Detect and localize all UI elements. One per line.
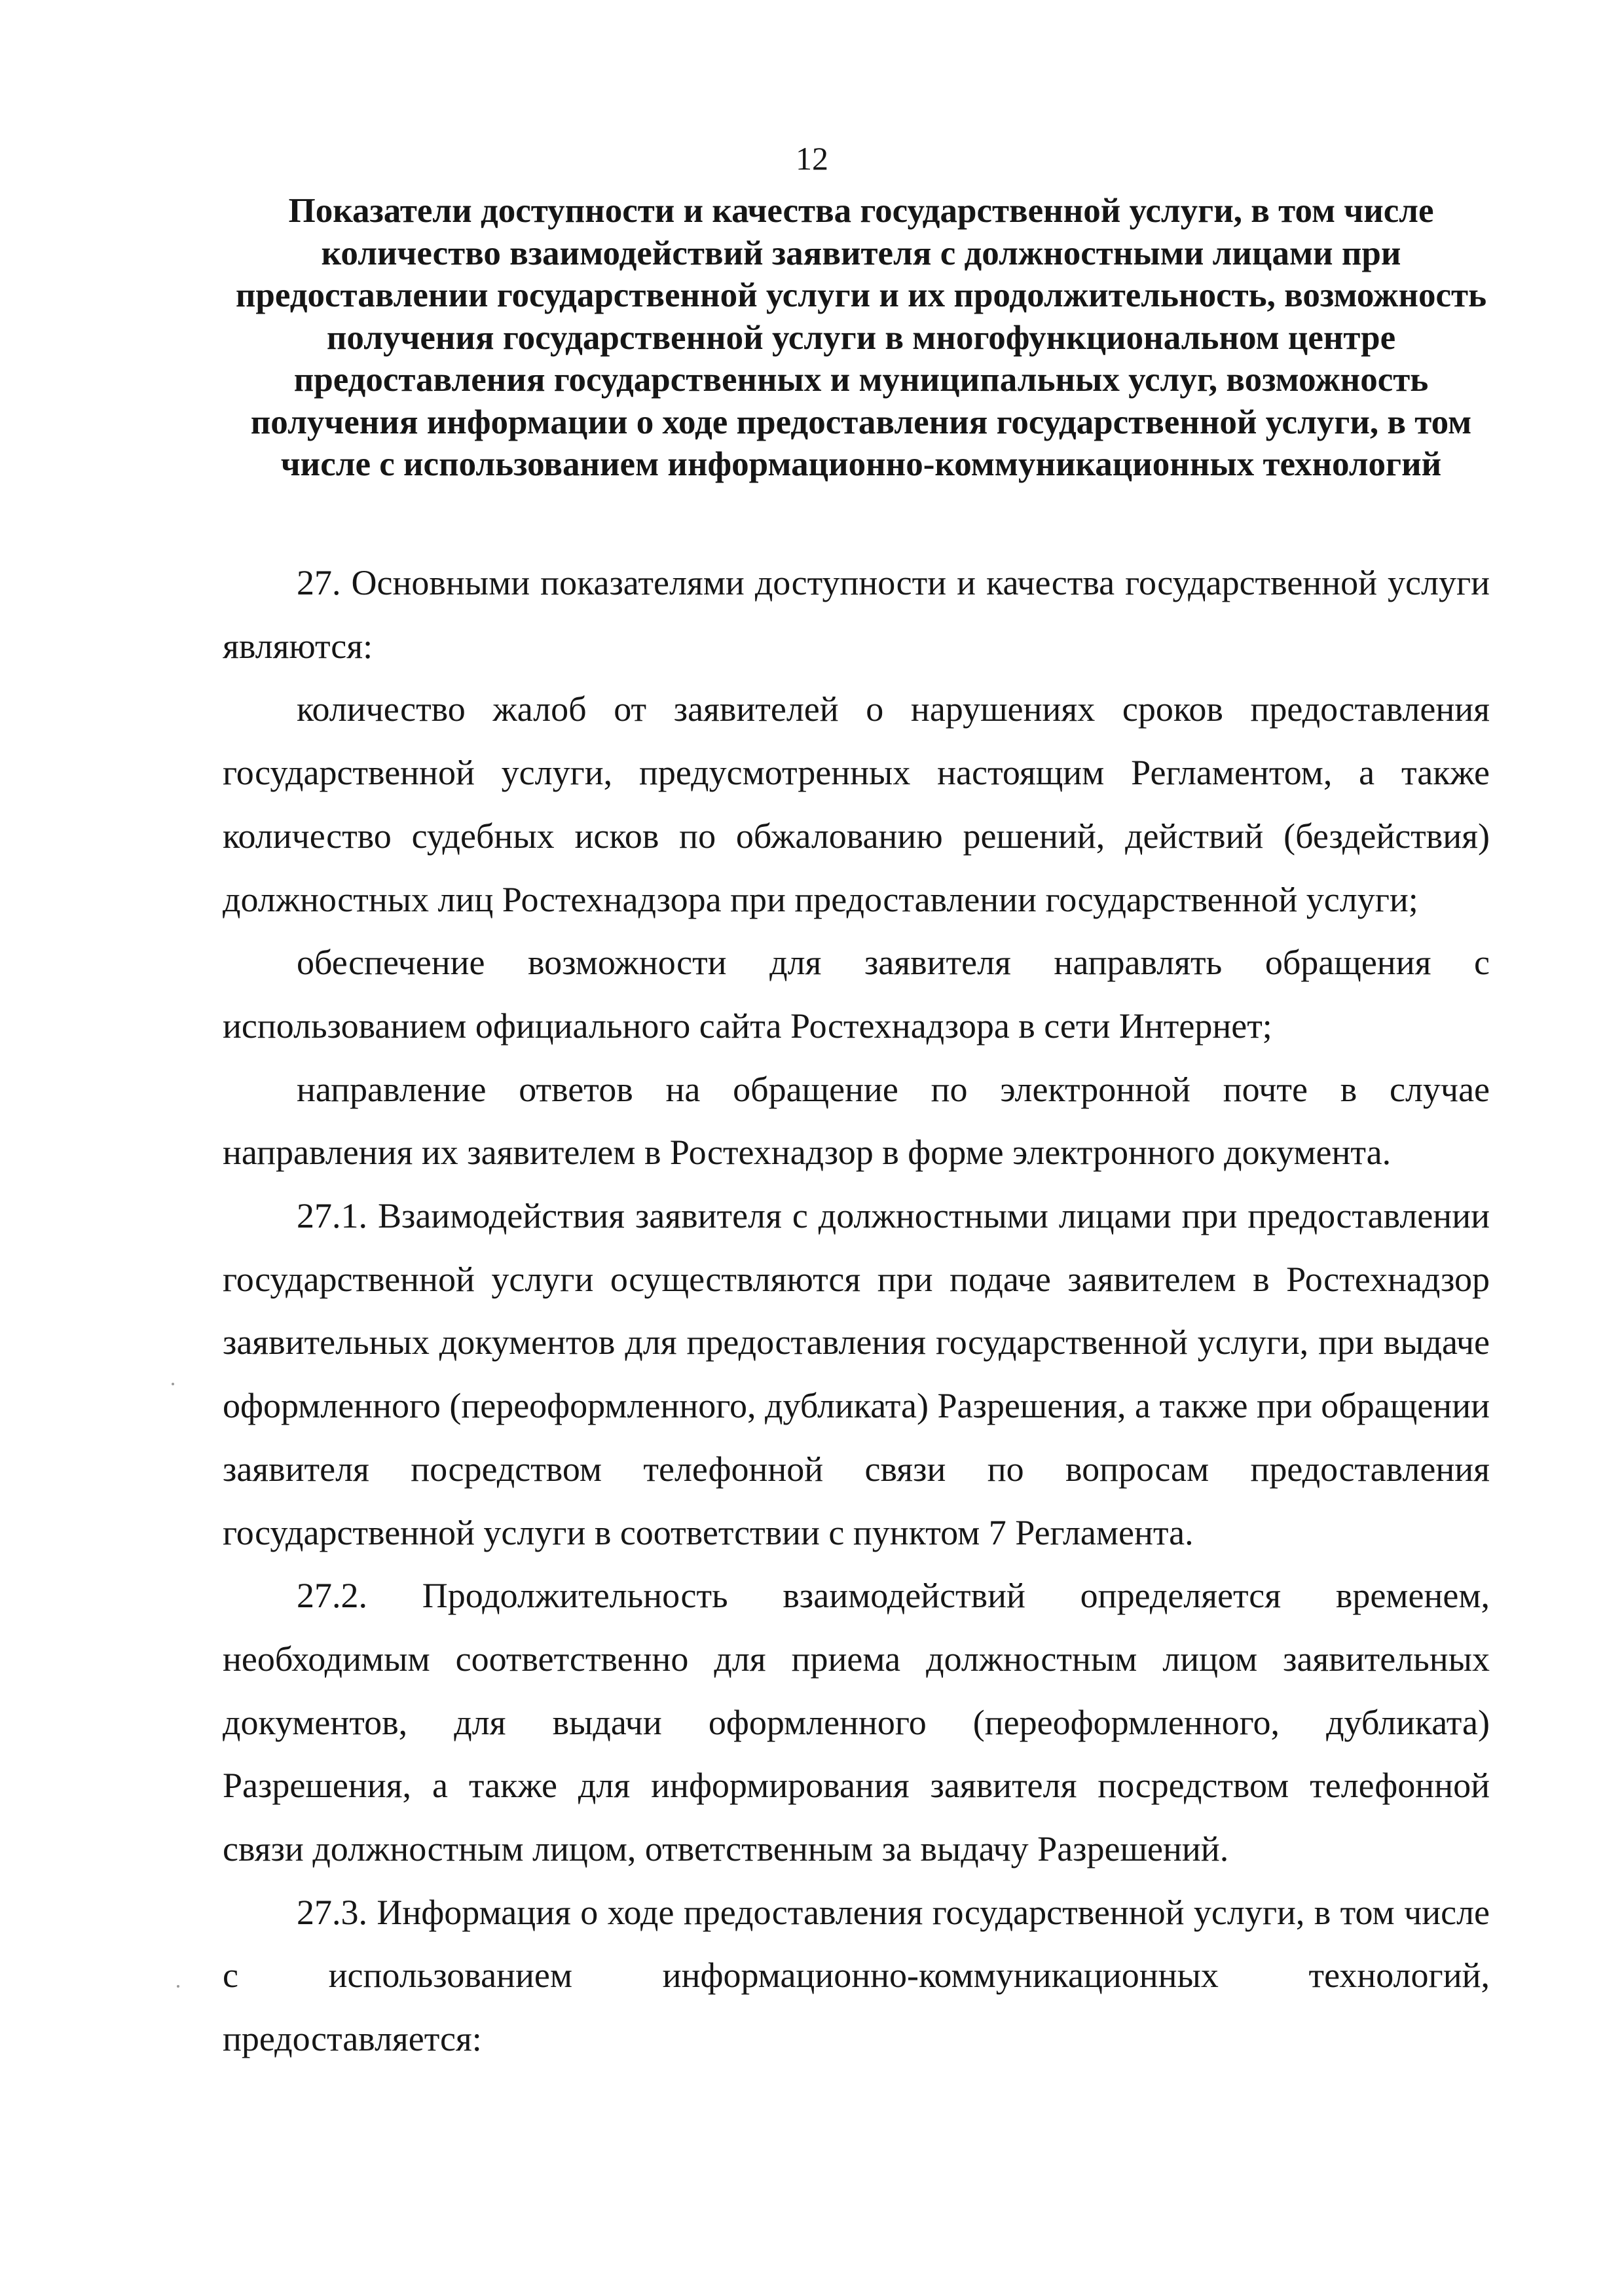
heading-line: количество взаимодействий заявителя с должностными лицами при [321, 234, 1401, 272]
heading-line: Показатели доступности и качества государственной услуги, в том числе [288, 192, 1434, 230]
scan-speck [177, 1985, 179, 1988]
body-text [223, 551, 1490, 2071]
heading-line: получения информации о ходе предоставления государственной услуги, в том [250, 403, 1472, 441]
section-heading [223, 190, 1500, 486]
paragraph-27-1: 27.1. Взаимодействия заявителя с должностными лицами при предоставлении государственной услуги осуществляются при подаче заявителем в Ростехнадзор заявительных документов для предоставления государственной услуги, при выдаче оформленного (переоформленного, дубликата) Разрешения, а также при обращении заявителя посредством телефонной связи по вопросам предоставления государственной услуги в соответствии с пунктом 7 Регламента. [223, 1196, 1490, 1552]
paragraph-27: 27. Основными показателями доступности и качества государственной услуги являются: [223, 563, 1490, 666]
paragraph-website: обеспечение возможности для заявителя направлять обращения с использованием официального сайта Ростехнадзора в сети Интернет; [223, 943, 1490, 1046]
paragraph-email-replies: направление ответов на обращение по электронной почте в случае направления их заявителем в Ростехнадзор в форме электронного документа. [223, 1069, 1490, 1173]
heading-line: числе с использованием информационно-коммуникационных технологий [280, 445, 1442, 483]
paragraph-27-3: 27.3. Информация о ходе предоставления государственной услуги, в том числе с использованием информационно-коммуникационных технологий, предоставляется: [223, 1892, 1490, 2059]
paragraph-27-2: 27.2. Продолжительность взаимодействий определяется временем, необходимым соответственно для приема должностным лицом заявительных документов, для выдачи оформленного (переоформленного, дубликата) Разрешения, а также для информирования заявителя посредством телефонной связи должностным лицом, ответственным за выдачу Разрешений. [223, 1576, 1490, 1869]
heading-line: получения государственной услуги в многофункциональном центре [326, 318, 1396, 357]
heading-line: предоставлении государственной услуги и их продолжительность, возможность [235, 276, 1487, 314]
paragraph-complaints: количество жалоб от заявителей о нарушениях сроков предоставления государственной услуги, предусмотренных настоящим Регламентом, а также количество судебных исков по обжалованию решений, действий (бездействия) должностных лиц Ростехнадзора при предоставлении государственной услуги; [223, 689, 1490, 919]
scan-speck [172, 1383, 174, 1385]
heading-line: предоставления государственных и муниципальных услуг, возможность [293, 361, 1429, 399]
page-number: 12 [796, 140, 828, 177]
